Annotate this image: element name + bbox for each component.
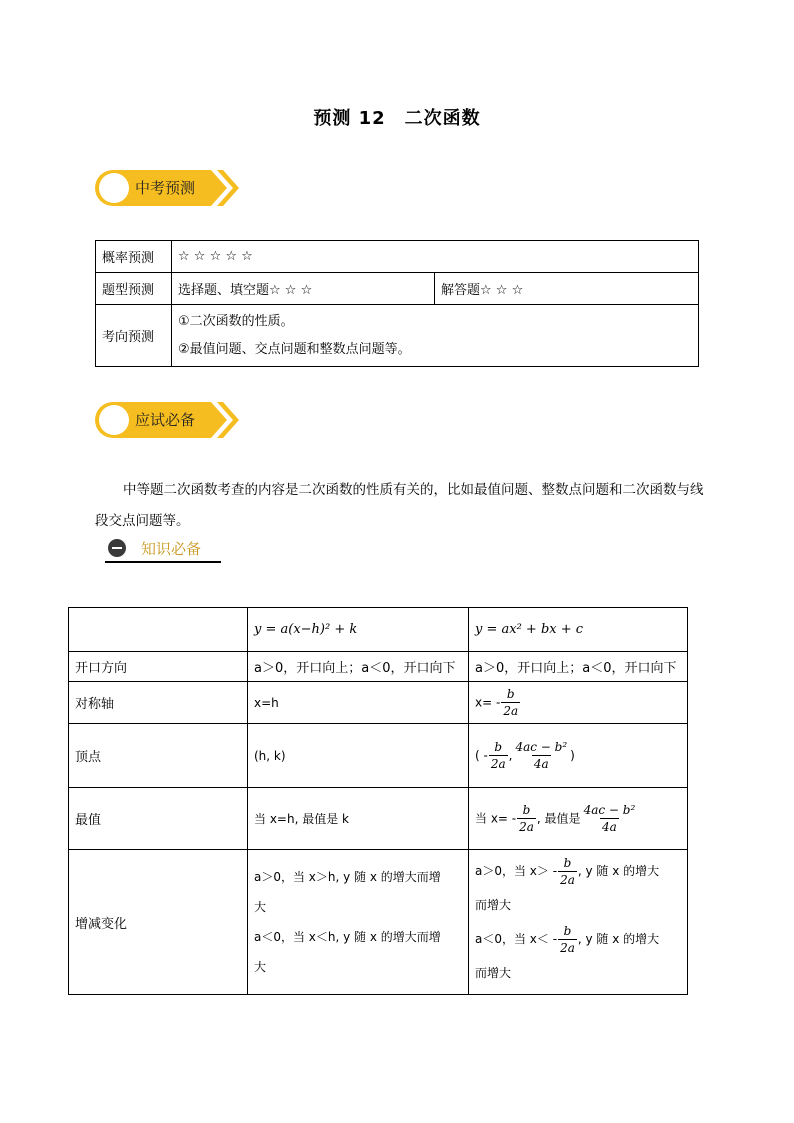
denominator: 4a [602, 819, 617, 834]
direction-cell [172, 305, 699, 367]
numerator: 4ac − b² [583, 802, 636, 817]
knowledge-heading [105, 535, 221, 563]
text: 当 x= - [475, 811, 517, 825]
fraction [558, 924, 577, 956]
denominator: 4a [533, 756, 549, 771]
formula: y = ax² + bx + c [475, 622, 584, 637]
numerator: 4ac − b² [515, 739, 568, 754]
line: 大 [254, 960, 267, 974]
text: , y 随 x 的增大 [577, 932, 660, 946]
numerator: b [563, 923, 572, 938]
quadratic-table [68, 607, 688, 995]
section-title: 中考预测 [135, 179, 196, 197]
denominator: 2a [490, 756, 506, 771]
fraction [558, 856, 577, 888]
cell [248, 850, 469, 995]
numerator: b [494, 739, 503, 754]
fraction [489, 740, 508, 772]
question-type-b: 解答题☆ ☆ ☆ [435, 273, 699, 305]
fraction [501, 687, 520, 719]
fraction [582, 803, 638, 835]
header-general-form [469, 608, 688, 652]
row-label: 开口方向 [69, 652, 248, 682]
denominator: 2a [503, 703, 519, 718]
line: a＞0，当 x＞h, y 随 x 的增大而增 [254, 870, 441, 884]
section-title: 应试必备 [135, 411, 196, 429]
direction-line: ②最值问题、交点问题和整数点问题等。 [178, 341, 411, 357]
section-ribbon-forecast [95, 168, 245, 208]
text: , 最值是 [536, 811, 581, 825]
cell: x=h [248, 682, 469, 724]
text: , y 随 x 的增大 [577, 864, 660, 878]
minus-circle-icon [108, 539, 126, 557]
header-empty [69, 608, 248, 652]
knowledge-label: 知识必备 [141, 540, 202, 558]
cell: 当 x=h, 最值是 k [248, 788, 469, 850]
cell [469, 788, 688, 850]
text: ) [570, 748, 575, 762]
line: 大 [254, 900, 267, 914]
text: a＞0，当 x＞ - [475, 864, 558, 878]
line: 而增大 [475, 966, 512, 980]
denominator: 2a [519, 819, 534, 834]
line [475, 854, 681, 888]
question-type-a: 选择题、填空题☆ ☆ ☆ [172, 273, 435, 305]
line [475, 922, 681, 956]
numerator: b [506, 686, 515, 701]
cell [469, 724, 688, 788]
cell [469, 682, 688, 724]
row-label: 顶点 [69, 724, 248, 788]
line: 而增大 [475, 898, 512, 912]
text: x= - [475, 695, 501, 709]
cell: (h, k) [248, 724, 469, 788]
numerator: b [563, 855, 572, 870]
intro-paragraph: 中等题二次函数考查的内容是二次函数的性质有关的，比如最值问题、整数点问题和二次函数与线段交点问题等。 [95, 482, 704, 529]
fraction [513, 740, 569, 772]
probability-stars: ☆ ☆ ☆ ☆ ☆ [172, 241, 699, 273]
forecast-table [95, 240, 699, 367]
text: a＜0，当 x＜ - [475, 932, 558, 946]
numerator: b [522, 802, 531, 817]
row-label: 概率预测 [96, 241, 172, 273]
denominator: 2a [560, 872, 575, 887]
formula: y = a(x−h)² + k [254, 622, 358, 637]
cell [469, 850, 688, 995]
row-label: 增减变化 [69, 850, 248, 995]
line: a＜0，当 x＜h, y 随 x 的增大而增 [254, 930, 441, 944]
denominator: 2a [560, 940, 575, 955]
text: , [508, 748, 513, 762]
row-label: 题型预测 [96, 273, 172, 305]
row-label: 最值 [69, 788, 248, 850]
section-ribbon-prep [95, 400, 245, 440]
text: ( - [475, 748, 488, 762]
direction-line: ①二次函数的性质。 [178, 313, 294, 329]
row-label: 考向预测 [96, 305, 172, 367]
cell: a＞0，开口向上；a＜0，开口向下 [469, 652, 688, 682]
page-title: 预测 12 二次函数 [313, 108, 481, 129]
fraction [517, 803, 536, 835]
cell: a＞0，开口向上；a＜0，开口向下 [248, 652, 469, 682]
row-label: 对称轴 [69, 682, 248, 724]
header-vertex-form [248, 608, 469, 652]
underline [105, 561, 221, 563]
